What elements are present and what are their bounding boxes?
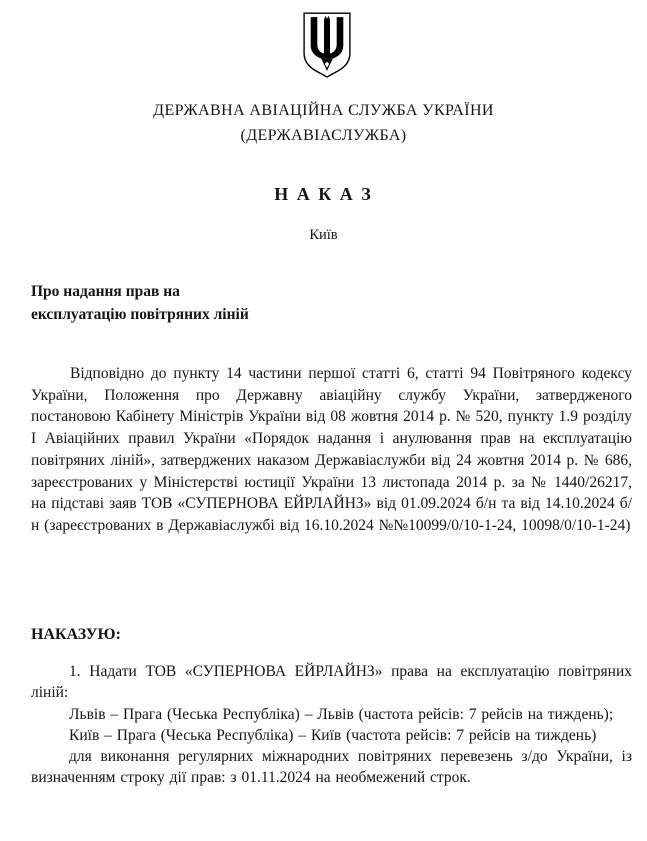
document-type-title: Н А К А З [274,184,373,204]
preamble-paragraph: Відповідно до пункту 14 частини першої статті 6, статті 94 Повітряного кодексу України, Положення про Державну авіаційну службу України, затвердженого постановою Кабінету Міністрів України від 08 жовтня 2014 р. № 520, пункту 1.9 розділу І Авіаційних правил України «Порядок надання і анулювання прав на експлуатацію повітряних ліній», затверджених наказом Державіаслужби від 24 жовтня 2014 р. № 686, зареєстрованих у Міністерстві юстиції України 13 листопада 2014 р. за № 1440/26217, на підставі заяв ТОВ «СУПЕРНОВА ЕЙРЛАЙНЗ» від 01.09.2024 б/н та від 14.10.2024 б/н (зареєстрованих в Державіаслужбі від 16.10.2024 №№10099/0/10-1-24, 10098/0/10-1-24) [31,365,632,534]
org-name [0,98,647,148]
route-line-kyiv: Київ – Прага (Чеська Республіка) – Київ (частота рейсів: 7 рейсів на тиждень) [69,726,597,744]
resolve-heading: НАКАЗУЮ: [31,626,121,643]
subject-block [31,280,249,326]
subject-line-1: Про надання прав на [31,283,180,300]
final-clause: для виконання регулярних міжнародних повітряних перевезень з/до України, із визначенням строку дії прав: з 01.11.2024 на необмежений строк. [31,748,632,787]
subject-line-2: експлуатацію повітряних ліній [31,306,249,323]
ukraine-trident-emblem-icon [300,11,354,85]
org-name-line-1: ДЕРЖАВНА АВІАЦІЙНА СЛУЖБА УКРАЇНИ [153,102,494,119]
city-label: Київ [309,227,338,243]
order-item-1: 1. Надати ТОВ «СУПЕРНОВА ЕЙРЛАЙНЗ» права на експлуатацію повітряних ліній: [31,663,632,702]
org-name-line-2: (ДЕРЖАВІАСЛУЖБА) [240,127,407,144]
route-line-lviv: Львів – Прага (Чеська Республіка) – Львів (частота рейсів: 7 рейсів на тиждень); [69,705,614,723]
order-block [31,661,632,789]
